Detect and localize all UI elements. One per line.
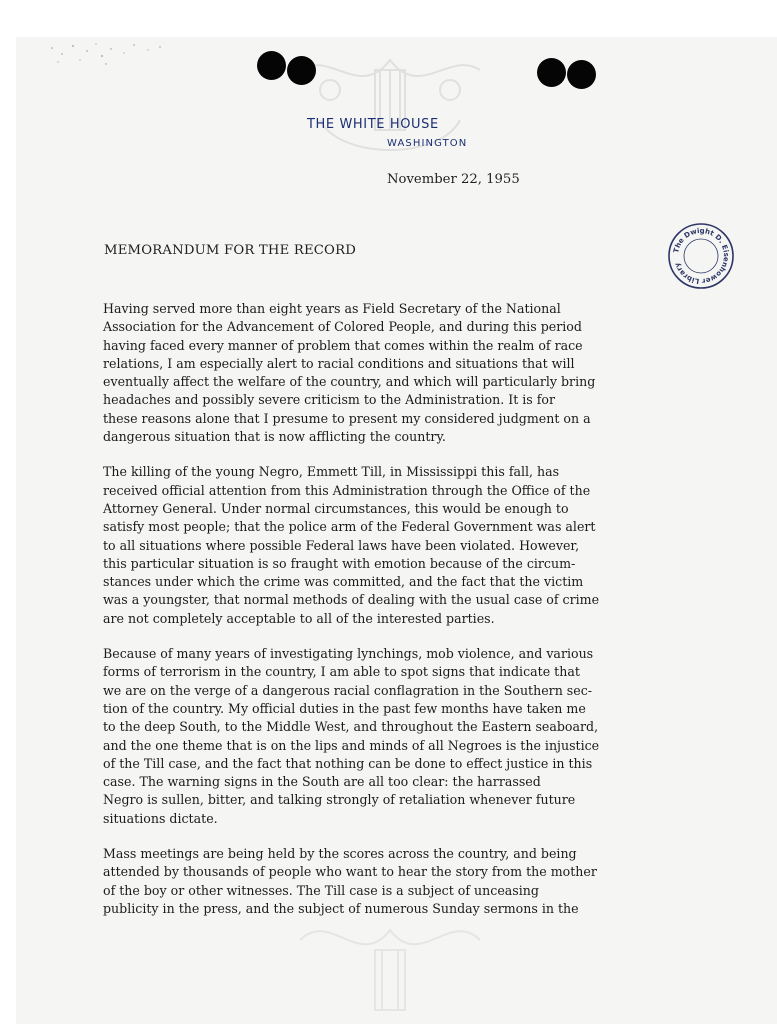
library-stamp bbox=[667, 222, 735, 290]
letterhead-title: THE WHITE HOUSE bbox=[307, 117, 439, 132]
paragraph-4: Mass meetings are being held by the scores across the country, and being attended by thousands of people who want to hear the story from the mother of the boy or other witnesses. The Till case is a subject of unceasing publicity in the press, and the subject of numerous Sunday sermons in the bbox=[103, 846, 597, 916]
punch-hole-right-1 bbox=[537, 58, 566, 87]
paragraph-3: Because of many years of investigating lynchings, mob violence, and various forms of terrorism in the country, I am able to spot signs that indicate that we are on the verge of a dangerous racial conflagration in the Southern sec- tion of the country. My official duties in the past few months have taken me to the deep South, to the Middle West, and throughout the Eastern seaboard, and the one theme that is on the lips and minds of all Negroes is the injustice of the Till case, and the fact that nothing can be done to effect justice in this case. The warning signs in the South are all too clear: the harrassed Negro is sullen, bitter, and talking strongly of retaliation whenever future situations dictate. bbox=[103, 646, 600, 826]
paragraph-2: The killing of the young Negro, Emmett Till, in Mississippi this fall, has received official attention from this Administration through the Office of the Attorney General. Under normal circumstances, this would be enough to satisfy most people; that the police arm of the Federal Government was alert to all situations where possible Federal laws have been violated. However, this particular situation is so fraught with emotion because of the circum- stances under which the crime was committed, and the fact that the victim was a youngster, that normal methods of dealing with the usual case of crime are not completely acceptable to all of the interested parties. bbox=[103, 464, 600, 626]
punch-hole-right-2 bbox=[567, 60, 596, 89]
memo-body bbox=[103, 300, 743, 935]
paragraph-1: Having served more than eight years as Field Secretary of the National Association for the Advancement of Colored People, and during this period having faced every manner of problem that comes within the realm of race relations, I am especially alert to racial conditions and situations that will eventually affect the welfare of the country, and which will particularly bring headaches and possibly severe criticism to the Administration. It is for these reasons alone that I presume to present my considered judgment on a dangerous situation that is now afflicting the country. bbox=[103, 301, 596, 445]
punch-hole-left-2 bbox=[287, 56, 316, 85]
stamp-text: The Dwight D. Eisenhower Library bbox=[672, 226, 731, 286]
memo-date: November 22, 1955 bbox=[387, 172, 520, 187]
punch-hole-left-1 bbox=[257, 51, 286, 80]
svg-text:The Dwight D. Eisenhower Libra bbox=[672, 227, 730, 285]
memo-heading: MEMORANDUM FOR THE RECORD bbox=[104, 243, 356, 258]
letterhead-subtitle: WASHINGTON bbox=[387, 138, 468, 149]
paper-specks bbox=[40, 40, 180, 80]
